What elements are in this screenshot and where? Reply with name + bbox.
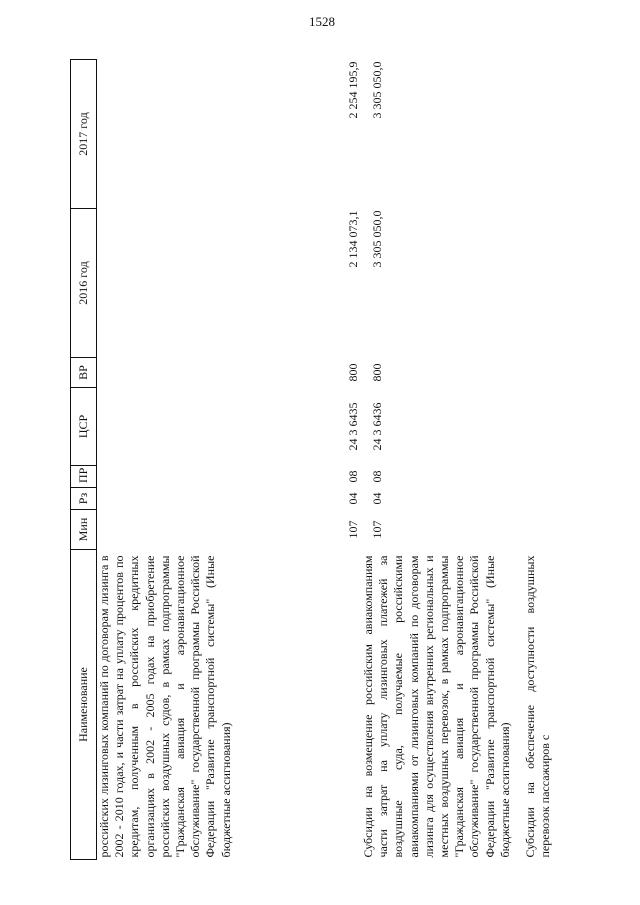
budget-table-rotated <box>70 60 580 860</box>
row-2017: 2 254 195,9 <box>346 61 360 119</box>
header-pr: ПР <box>71 466 97 488</box>
row-min: 107 <box>370 520 384 539</box>
row-name-cell <box>523 550 563 860</box>
page-number: 1528 <box>309 14 335 29</box>
row-name-cell <box>97 550 362 860</box>
header-2017: 2017 год <box>71 60 97 209</box>
row-rz: 04 <box>370 492 384 505</box>
budget-table <box>70 59 563 860</box>
row-name-cell <box>361 550 523 860</box>
row-csr: 24 3 6436 <box>370 402 384 451</box>
row-csr: 24 3 6435 <box>346 402 360 451</box>
row-2016: 2 134 073,1 <box>346 210 360 268</box>
row-vr: 800 <box>370 363 384 382</box>
header-2016: 2016 год <box>71 209 97 358</box>
table-row <box>523 60 563 860</box>
header-min: Мин <box>71 510 97 550</box>
row-name: российских лизинговых компаний по договорам лизинга в 2002 - 2010 годах, и части затрат на уплату процентов по кредитам, полученным в российских кредитных организациях в 2002 - 2005 годах на приобретение российских воздушных судов, в рамках подпрограммы "Гражданская авиация и аэронавигационное обслуживание" государственной программы Российской Федерации "Развитие транспортной системы" (Иные бюджетные ассигнования) <box>97 555 233 858</box>
header-csr: ЦСР <box>71 388 97 466</box>
table-row <box>97 60 362 860</box>
row-name: Субсидии на возмещение российским авиакомпаниям части затрат на уплату лизинговых платежей за воздушные суда, получаемые российскими авиакомпаниями от лизинговых компаний по договорам лизинга для осуществления внутренних региональных и местных воздушных перевозок, в рамках подпрограммы "Гражданская авиация и аэронавигационное обслуживание" государственной программы Российской Федерации "Развитие транспортной системы" (Иные бюджетные ассигнования) <box>361 555 512 858</box>
header-rz: Рз <box>71 488 97 510</box>
table-row <box>361 60 523 860</box>
row-2016: 3 305 050,0 <box>370 210 384 268</box>
row-2017: 3 305 050,0 <box>370 61 384 119</box>
row-vr: 800 <box>346 363 360 382</box>
row-rz: 04 <box>346 492 360 505</box>
row-pr: 08 <box>370 470 384 483</box>
row-min: 107 <box>346 520 360 539</box>
row-pr: 08 <box>346 470 360 483</box>
table-header-row <box>71 60 97 860</box>
row-name: Субсидии на обеспечение доступности воздушных перевозок пассажиров с <box>523 555 553 858</box>
header-vr: ВР <box>71 358 97 388</box>
header-name: Наименование <box>71 550 97 860</box>
